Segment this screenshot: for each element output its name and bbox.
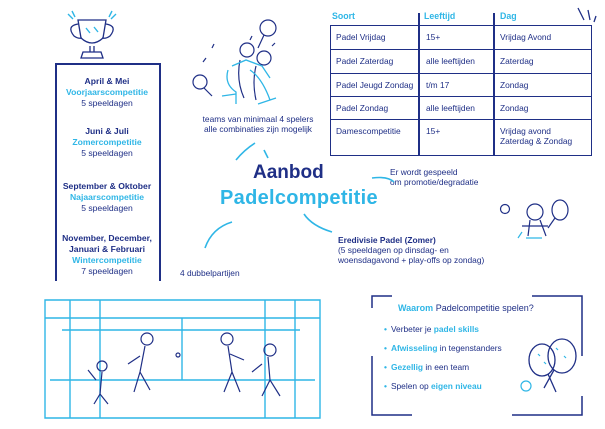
table-row [330,96,592,118]
season-summer [55,126,159,159]
season-name: Zomercompetitie [72,137,142,147]
cell-leeftijd: alle leeftijden [426,56,475,66]
season-days: 5 speeldagen [81,98,133,108]
cell-dag: Vrijdag Avond [500,32,552,42]
teams-note-line2: alle combinaties zijn mogelijk [204,124,312,134]
cell-soort: Padel Vrijdag [336,32,386,42]
seasons-panel [55,63,159,281]
season-months-line2: Januari & Februari [69,244,145,254]
cell-leeftijd: 15+ [426,126,441,136]
eredivisie-note-line3: woensdagavond + play-offs op zondag) [338,255,485,265]
cell-soort: Damescompetitie [336,126,401,136]
cell-dag: Zondag [500,103,529,113]
dubbel-note: 4 dubbelpartijen [180,268,240,278]
item-text: Spelen op [390,381,431,391]
eredivisie-note-line1: Eredivisie Padel (Zomer) [338,235,436,245]
cell-soort: Padel Zaterdag [336,56,394,66]
item-highlight: Afwisseling [390,343,438,353]
cell-dag-line1: Vrijdag avond [500,126,551,136]
why-title-highlight: Waarom [398,303,434,313]
item-text: in tegenstanders [437,343,502,353]
cell-soort: Padel Zondag [336,103,389,113]
cell-dag-line2: Zaterdag & Zondag [500,136,573,146]
season-months: Juni & Juli [85,126,129,136]
item-highlight: padel skills [433,324,479,334]
table-row [330,49,592,71]
eredivisie-note [338,235,508,265]
teams-note-line1: teams van minimaal 4 spelers [202,114,314,124]
cell-dag: Zaterdag [500,56,534,66]
promotie-note-line2: om promotie/degradatie [390,177,479,187]
cell-leeftijd: alle leeftijden [426,103,475,113]
why-title-rest: Padelcompetitie spelen? [433,303,534,313]
list-item: • Afwisseling in tegenstanders [384,343,502,353]
promotie-note [390,167,510,187]
page-title-line1: Aanbod [253,162,324,183]
competition-table [330,11,592,161]
season-days: 5 speeldagen [81,148,133,158]
item-highlight: eigen niveau [431,381,482,391]
page-title-line2: Padelcompetitie [220,187,378,209]
item-text: in een team [423,362,470,372]
rackets-icon [372,296,582,415]
list-item: • Spelen op eigen niveau [384,381,482,391]
cell-soort: Padel Jeugd Zondag [336,80,414,90]
season-months: September & Oktober [62,181,152,191]
season-name: Wintercompetitie [72,255,142,265]
season-months: April & Mei [84,76,130,86]
item-text: Verbeter je [390,324,434,334]
table-row [330,25,592,47]
season-months-line1: November, December, [62,233,152,243]
list-item: • Gezellig in een team [384,362,470,372]
season-days: 7 speeldagen [81,266,133,276]
season-name: Voorjaarscompetitie [66,87,148,97]
season-days: 5 speeldagen [81,203,133,213]
eredivisie-note-line2: (5 speeldagen op dinsdag- en [338,245,449,255]
table-row [330,73,592,95]
list-item: • Verbeter je padel skills [384,324,479,334]
table-header-soort: Soort [332,11,355,21]
season-spring [55,76,159,109]
season-autumn [55,181,159,214]
season-winter [55,233,159,277]
cell-leeftijd: 15+ [426,32,441,42]
table-header-leeftijd: Leeftijd [424,11,456,21]
item-highlight: Gezellig [390,362,424,372]
table-header-dag: Dag [500,11,517,21]
cell-dag: Zondag [500,80,529,90]
teams-note [194,114,322,134]
table-row [330,119,592,157]
season-name: Najaarscompetitie [69,192,145,202]
why-panel [372,296,582,415]
cell-leeftijd: t/m 17 [426,80,450,90]
promotie-note-line1: Er wordt gespeeld [390,167,458,177]
